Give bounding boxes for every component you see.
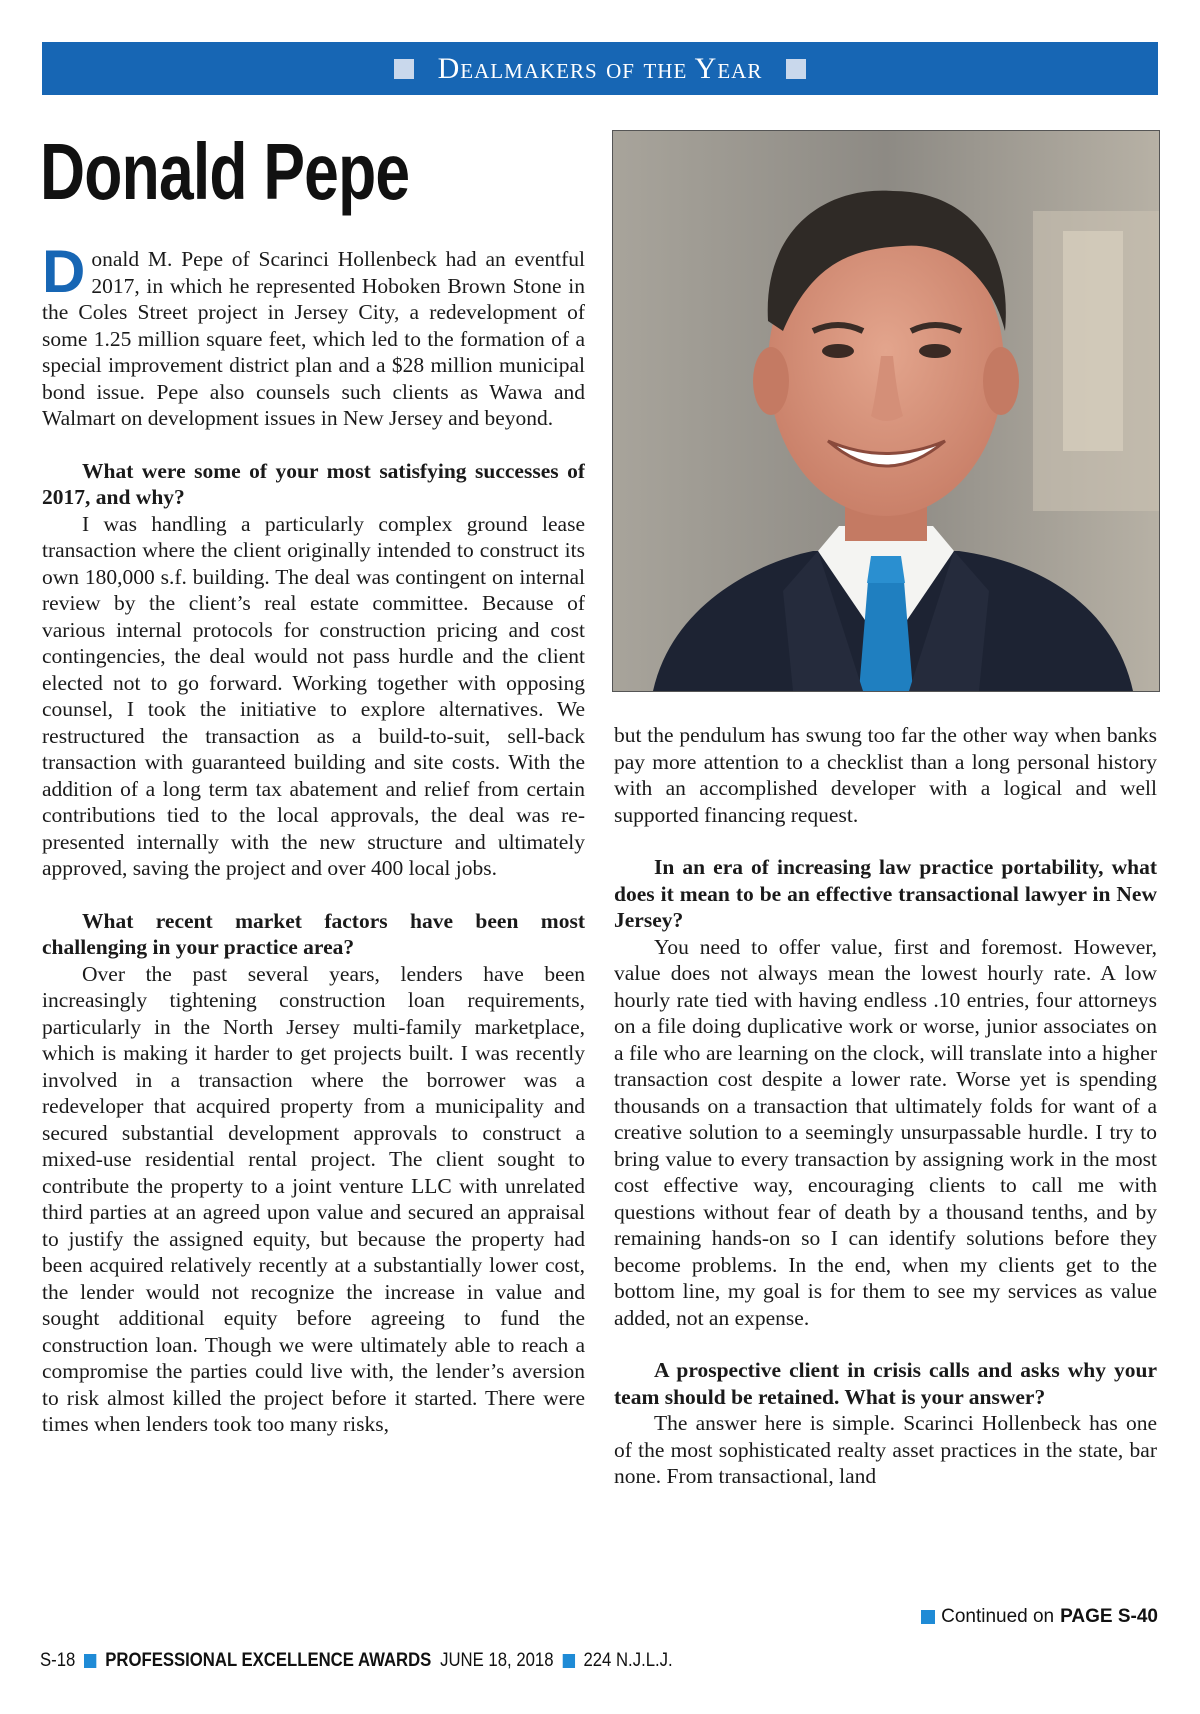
question-2: What recent market factors have been most challenging in your practice area? [42, 908, 585, 959]
profile-name: Donald Pepe [40, 127, 410, 216]
answer-1: I was handling a particularly complex ground lease transaction where the client originally intended to construct its own 180,000 s.f. building. The deal was contingent on internal review by the client’s real estate committee. Because of various internal protocols for construction pricing and cost contingencies, the deal would not pass hurdle and the client elected not to go forward. Working together with opposing counsel, I took the initiative to explore alternatives. We restructured the transaction as a build-to-suit, sell-back transaction with guaranteed building and site costs. With the addition of a long term tax abatement and relief from certain contributions tied to the local approvals, the deal was re-presented internally with the new structure and ultimately approved, saving the project and over 400 local jobs. [42, 511, 585, 880]
footer-volume: 224 N.J.L.J. [583, 1650, 673, 1671]
footer-date: JUNE 18, 2018 [440, 1650, 554, 1671]
intro-paragraph [42, 246, 585, 432]
answer-4: The answer here is simple. Scarinci Hollenbeck has one of the most sophisticated realty asset practices in the state, bar none. From transactional, land [614, 1411, 1157, 1488]
right-column [614, 722, 1157, 1582]
footer-page-number: S-18 [40, 1650, 76, 1671]
answer-2: Over the past several years, lenders have been increasingly tightening construction loan requirements, particularly in the North Jersey multi-family marketplace, which is making it harder to get projects built. I was recently involved in a transaction where the borrower was a redeveloper that acquired property from a municipality and secured substantial development approvals to construct a mixed-use residential rental project. The client sought to contribute the property to a joint venture LLC with unrelated third parties at an agreed upon value and secured an appraisal to justify the assigned equity, but because the property had been acquired relatively recently at a substantially lower cost, the lender would not recognize the increase in value and sought additional equity before agreeing to fund the construction loan. Though we were ultimately able to reach a compromise the parties could live with, the lender’s aversion to risk almost killed the project before it started. There were times when lenders took too many risks, [42, 961, 585, 1436]
question-4: A prospective client in crisis calls and asks why your team should be retained. What is your answer? [614, 1358, 1157, 1409]
answer-2-continued: but the pendulum has swung too far the other way when banks pay more attention to a checklist than a long personal history with an accomplished developer with a logical and well supported financing request. [614, 723, 1157, 827]
question-1: What were some of your most satisfying successes of 2017, and why? [42, 458, 585, 509]
continued-note [921, 1606, 1158, 1628]
answer-3: You need to offer value, first and foremost. However, value does not always mean the lowest hourly rate. A low hourly rate tied with having endless .10 entries, four attorneys on a file doing duplicative work or worse, junior associates on a file who are learning on the clock, will translate into a higher transaction cost despite a lower rate. Worse yet is spending thousands on a transaction that ultimately folds for want of a creative solution to a seemingly unsurpassable hurdle. I try to bring value to every transaction by assigning work in the most cost effective way, encouraging clients to call me with questions without fear of death by a thousand tenths, and by remaining hands-on so I can identify solutions before they become problems. In the end, when my clients get to the bottom line, my goal is for them to see my services as value added, not an expense. [614, 934, 1157, 1330]
footer-square-icon [562, 1654, 574, 1668]
footer-square-icon [84, 1654, 96, 1668]
question-3: In an era of increasing law practice portability, what does it mean to be an effective transactional lawyer in New Jersey? [614, 855, 1157, 932]
section-title: Dealmakers of the Year [437, 51, 763, 85]
banner-square-left [394, 59, 414, 79]
page-footer [40, 1650, 673, 1672]
continued-page: PAGE S-40 [1060, 1606, 1158, 1627]
intro-text: onald M. Pepe of Scarinci Hollenbeck had an eventful 2017, in which he represented Hoboken Brown Stone in the Coles Street project in Jersey City, a redevelopment of some 1.25 million square feet, which led to the formation of a special improvement district plan and a $28 million municipal bond issue. Pepe also counsels such clients as Wawa and Walmart on development issues in New Jersey and beyond. [42, 247, 585, 430]
banner-square-right [786, 59, 806, 79]
drop-cap: D [42, 246, 86, 305]
continued-prefix: Continued on [941, 1606, 1055, 1627]
portrait-photo [612, 130, 1160, 692]
section-banner [42, 42, 1158, 95]
left-column [42, 246, 585, 1636]
footer-publication: PROFESSIONAL EXCELLENCE AWARDS [105, 1650, 432, 1671]
portrait-illustration [613, 131, 1159, 691]
continued-square-icon [921, 1610, 935, 1624]
